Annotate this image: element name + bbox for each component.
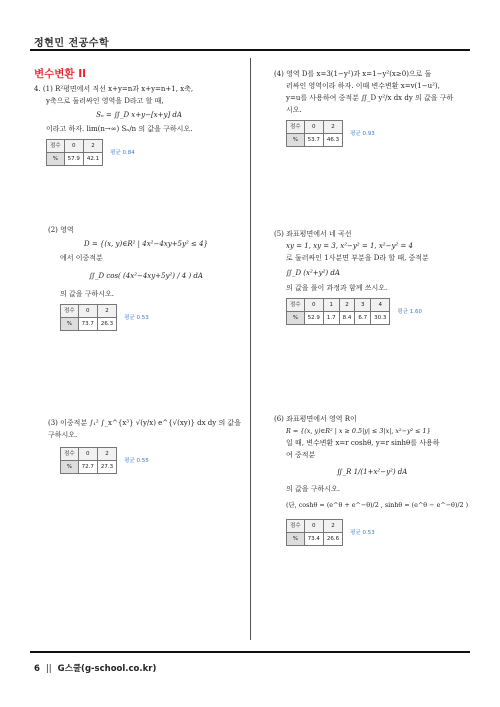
footer-site: G스쿨(g-school.co.kr) (57, 664, 157, 674)
problem-equation: Sₙ = ∬_D x+y−[x+y] dA (96, 111, 182, 119)
problem-4-4 (274, 68, 470, 147)
score-stat (48, 447, 246, 474)
score-table: 점수 0 1 2 3 4 % 52.9 1.7 8.4 6.7 30.3 (286, 298, 390, 325)
problem-4-2 (48, 224, 244, 331)
problem-text: 영역 D를 x=3(1−y²)과 x=1−y²(x≥0)으로 둘 (286, 70, 432, 78)
footer-separator: || (45, 664, 52, 674)
problem-text: 이중적분 ∫₁² ∫_x^{x³} √(y/x) e^{√(xy)} dx dy 의 값을 구하시오. (48, 419, 241, 439)
score-average: 평균 0.93 (350, 130, 375, 137)
score-table: 점수 0 2 % 73.7 26.3 (60, 304, 117, 331)
header-rule (30, 49, 470, 51)
score-stat (274, 120, 470, 147)
problem-text: 러싸인 영역이라 하자. 이때 변수변환 x=v(1−u²), (286, 82, 440, 90)
column-divider (250, 58, 251, 640)
problem-4-6 (274, 413, 470, 546)
score-stat (48, 304, 244, 331)
problem-text: (단, coshθ = (e^θ + e^−θ)/2 , sinhθ = (e^θ − e^−θ)/2 ) (286, 501, 469, 509)
score-average: 평균 0.84 (110, 149, 135, 156)
problem-label: (3) (48, 419, 58, 427)
problem-label: (6) (274, 415, 284, 423)
problem-equation: D = {(x, y)∈R² | 4x²−4xy+5y² ≤ 4} (84, 240, 208, 248)
page-number: 6 (34, 664, 40, 674)
score-stat (34, 139, 244, 166)
problem-equation: xy = 1, xy = 3, x²−y² = 1, x²−y² = 4 (286, 242, 413, 250)
score-average: 평균 0.53 (350, 529, 375, 536)
problem-text: 좌표평면에서 네 곡선 (286, 230, 352, 238)
problem-label: (5) (274, 230, 284, 238)
problem-4-1 (34, 83, 244, 166)
problem-equation: ∬_D (x²+y²) dA (286, 269, 340, 277)
problem-text: 의 값을 풀이 과정과 함께 쓰시오. (286, 284, 388, 292)
problem-text: 일 때, 변수변환 x=r coshθ, y=r sinhθ를 사용하 (286, 439, 440, 447)
section-title: 변수변환 II (34, 68, 87, 80)
problem-text: 의 값을 구하시오. (60, 290, 115, 298)
problem-equation: ∬_D cos( (4x²−4xy+5y²) / 4 ) dA (89, 272, 203, 280)
score-table: 점수 0 2 % 53.7 46.3 (286, 120, 343, 147)
score-stat (274, 519, 470, 546)
footer-rule (30, 651, 470, 653)
score-table: 점수 0 2 % 57.9 42.1 (46, 139, 103, 166)
score-stat (274, 298, 470, 325)
score-average: 평균 1.60 (397, 308, 423, 315)
problem-4-3 (48, 417, 246, 474)
problem-text: R²평면에서 직선 x+y=n과 x+y=n+1, x축, (55, 85, 194, 93)
problem-text: y=u를 사용하여 중적분 ∬_D y²/x dx dy 의 값을 구하 (286, 94, 454, 102)
problem-text: 로 둘러싸인 1사분면 부분을 D라 할 때, 중적분 (286, 254, 429, 262)
page-header-title: 정현민 전공수학 (34, 38, 110, 49)
problem-4-5 (274, 228, 470, 325)
problem-equation: R = {(x, y)∈R² | x ≥ 0.5|y| ≤ 3|x|, x²−y² ≤ 1} (286, 427, 431, 435)
problem-text: 영역 (60, 226, 74, 234)
problem-label: (4) (274, 70, 284, 78)
problem-label: (2) (48, 226, 58, 234)
score-table: 점수 0 2 % 72.7 27.3 (60, 447, 117, 474)
problem-text: 에서 이중적분 (60, 254, 103, 262)
score-average: 평균 0.53 (124, 314, 149, 321)
score-table: 점수 0 2 % 73.4 26.6 (286, 519, 343, 546)
problem-label: 4. (1) (34, 85, 53, 93)
problem-text: 좌표평면에서 영역 R이 (286, 415, 357, 423)
score-average: 평균 0.55 (124, 457, 149, 464)
page-footer (34, 662, 156, 674)
problem-text: y축으로 둘러싸인 영역을 D라고 할 때, (46, 97, 164, 105)
problem-text: 의 값을 구하시오. (286, 485, 341, 493)
problem-text: 이라고 하자. lim(n→∞) Sₙ/n 의 값을 구하시오. (46, 125, 193, 133)
problem-equation: ∬_R 1/(1+x²−y²) dA (336, 468, 408, 476)
problem-text: 시오. (286, 106, 302, 114)
problem-text: 여 중적분 (286, 451, 316, 459)
